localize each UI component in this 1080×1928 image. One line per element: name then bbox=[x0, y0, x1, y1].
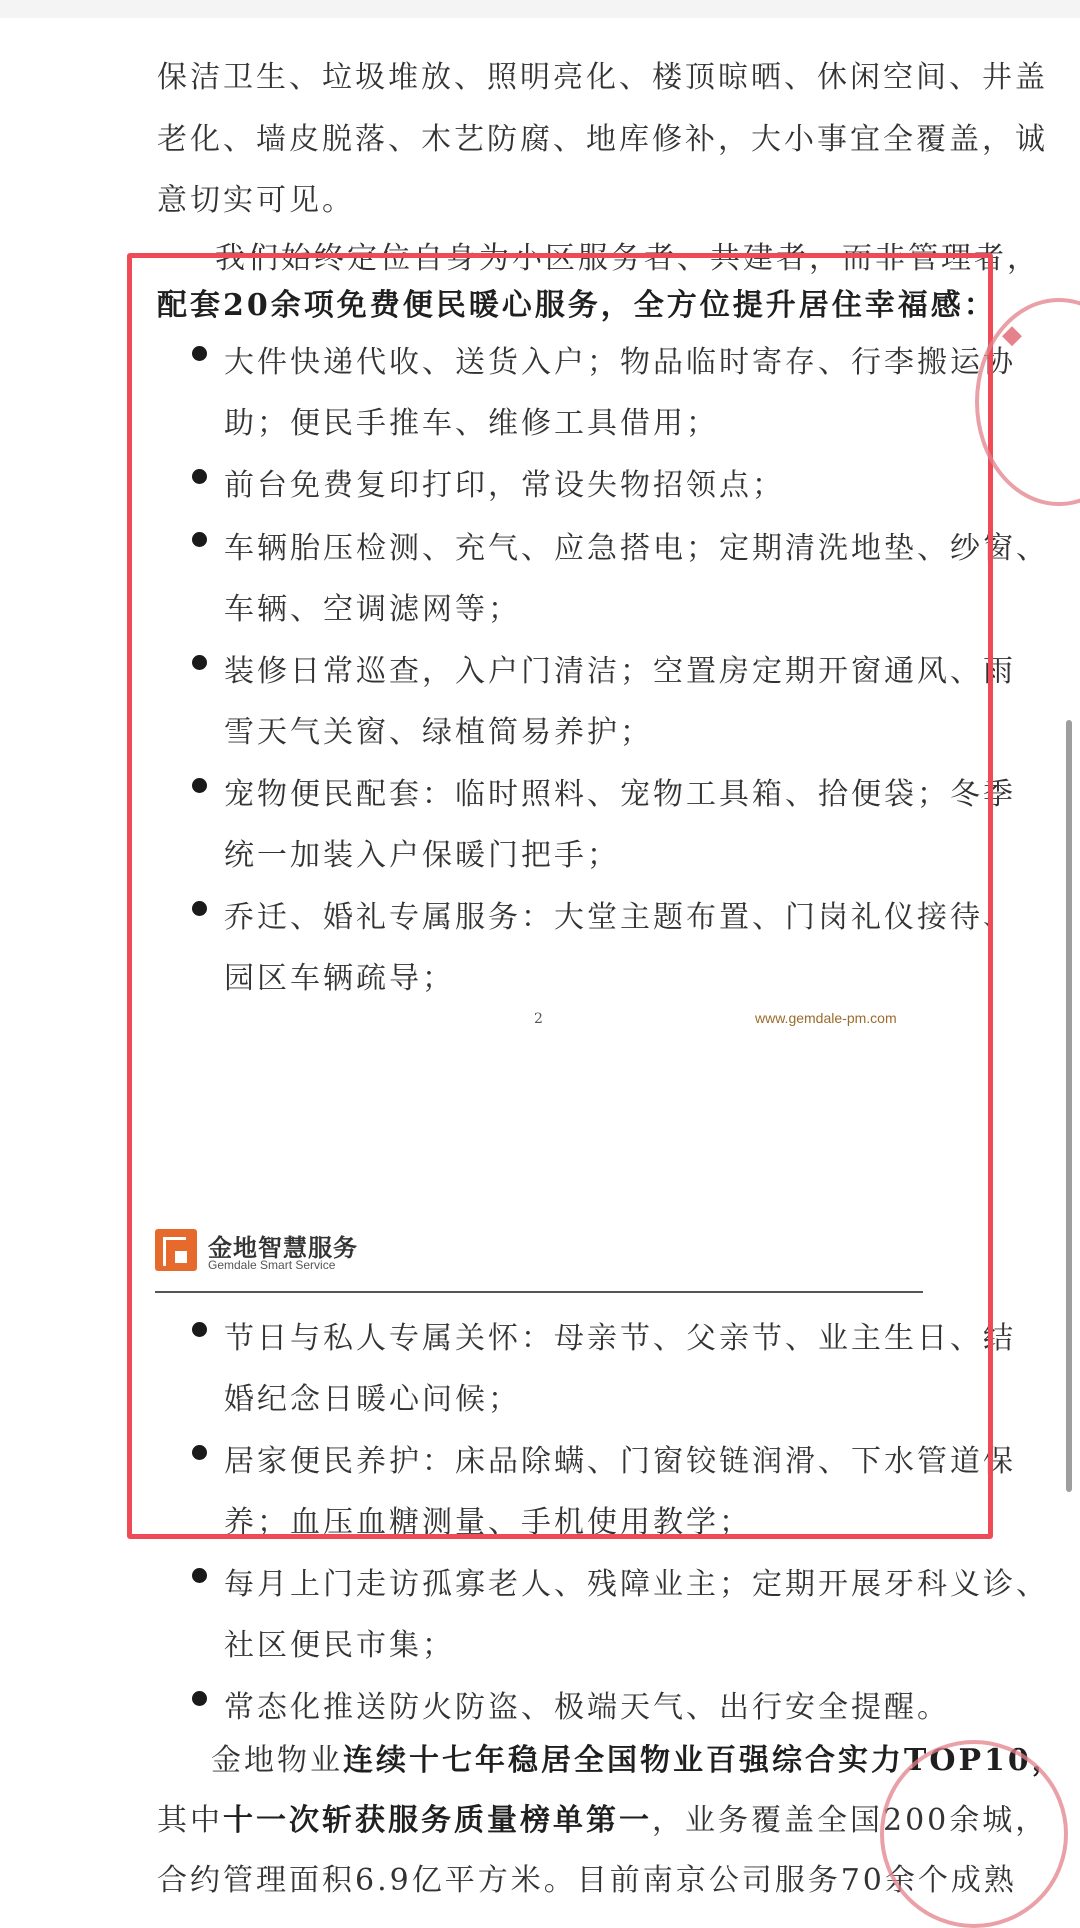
closing-company: 金地物业 bbox=[211, 1743, 343, 1778]
bullet-9-line-1: 每月上门走访孤寡老人、残障业主；定期开展牙科义诊、 bbox=[224, 1567, 1049, 1602]
intro-line-4: 我们始终定位自身为小区服务者、共建者，而非管理者， bbox=[215, 241, 1040, 276]
intro-line-3: 意切实可见。 bbox=[157, 183, 355, 218]
footer-url: www.gemdale-pm.com bbox=[755, 1010, 897, 1026]
company-seal-icon bbox=[880, 1740, 1068, 1928]
highlight-frame bbox=[127, 253, 993, 1539]
closing-prefix: 其中 bbox=[157, 1803, 223, 1838]
bullet-6-line-2: 园区车辆疏导； bbox=[224, 961, 455, 996]
seal-mark-icon: ◆ bbox=[1002, 320, 1022, 350]
bullet-8-line-2: 养；血压血糖测量、手机使用教学； bbox=[224, 1505, 752, 1540]
scrollbar-thumb[interactable] bbox=[1066, 720, 1072, 1492]
bullet-6-line-1: 乔迁、婚礼专属服务：大堂主题布置、门岗礼仪接待、 bbox=[224, 900, 1016, 935]
closing-bold-1: 连续十七年稳居全国物业百强综合实力TOP10， bbox=[343, 1743, 1065, 1778]
bullet-1-line-2: 助；便民手推车、维修工具借用； bbox=[224, 406, 719, 441]
closing-line-3: 合约管理面积6.9亿平方米。目前南京公司服务70余个成熟 bbox=[157, 1863, 1017, 1898]
intro-line-1: 保洁卫生、垃圾堆放、照明亮化、楼顶晾晒、休闲空间、井盖 bbox=[157, 60, 1048, 95]
bullet-5-line-1: 宠物便民配套：临时照料、宠物工具箱、拾便袋；冬季 bbox=[224, 777, 1016, 812]
bullet-1-line-1: 大件快递代收、送货入户；物品临时寄存、行李搬运协 bbox=[224, 345, 1016, 380]
section-heading: 配套20余项免费便民暖心服务，全方位提升居住幸福感： bbox=[157, 288, 997, 323]
bullet-dot bbox=[192, 1568, 207, 1583]
bullet-dot bbox=[192, 1691, 207, 1706]
bullet-5-line-2: 统一加装入户保暖门把手； bbox=[224, 838, 620, 873]
closing-bold-2: 十一次斩获服务质量榜单第一 bbox=[223, 1803, 652, 1838]
bullet-7-line-2: 婚纪念日暖心问候； bbox=[224, 1382, 521, 1417]
bullet-8-line-1: 居家便民养护：床品除螨、门窗铰链润滑、下水管道保 bbox=[224, 1444, 1016, 1479]
bullet-3-line-1: 车辆胎压检测、充气、应急搭电；定期清洗地垫、纱窗、 bbox=[224, 531, 1049, 566]
closing-suffix: ，业务覆盖全国200余城， bbox=[652, 1803, 1049, 1838]
top-edge bbox=[0, 0, 1080, 18]
bullet-9-line-2: 社区便民市集； bbox=[224, 1628, 455, 1663]
bullet-4-line-2: 雪天气关窗、绿植简易养护； bbox=[224, 715, 653, 750]
logo-name-cn: 金地智慧服务 bbox=[208, 1234, 358, 1262]
bullet-7-line-1: 节日与私人专属关怀：母亲节、父亲节、业主生日、结 bbox=[224, 1321, 1016, 1356]
bullet-3-line-2: 车辆、空调滤网等； bbox=[224, 592, 521, 627]
page-number: 2 bbox=[534, 1011, 543, 1027]
bullet-10-line-1: 常态化推送防火防盗、极端天气、出行安全提醒。 bbox=[224, 1690, 950, 1725]
bullet-2-line-1: 前台免费复印打印，常设失物招领点； bbox=[224, 468, 785, 503]
intro-line-2: 老化、墙皮脱落、木艺防腐、地库修补，大小事宜全覆盖，诚 bbox=[157, 122, 1048, 157]
bullet-4-line-1: 装修日常巡查，入户门清洁；空置房定期开窗通风、雨 bbox=[224, 654, 1016, 689]
logo-name-en: Gemdale Smart Service bbox=[208, 1258, 336, 1272]
